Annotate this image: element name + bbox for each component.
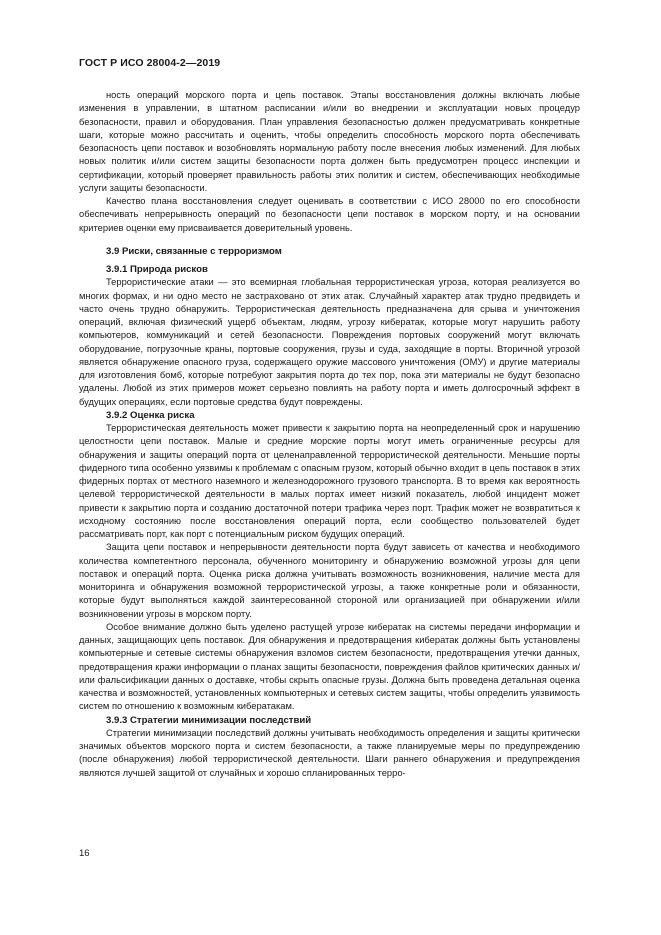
paragraph: Террористическая деятельность может привести к закрытию порта на неопределенный срок и нарушению целостности цепи поставок. Малые и средние морские порты могут иметь ограниченные ресурсы для обнаружения и защиты операций порта от целенаправленной террористической деятельности. Меньшие порты фидерного типа особенно уязвимы к проблемам с опасным грузом, который обычно входит в цепь поставок в этих фидерных портах от местного наземного и железнодорожного грузового транспорта. В то время как вероятность целевой террористической деятельности в малых портах имеет низкий показатель, любой инцидент может привести к закрытию порта и созданию достаточной потери трафика через порт. Трафик может не возвратиться к исходному состоянию после восстановления операций порта, если сообщество пользователей будет рассматривать порт, как порт с потенциальным риском будущих операций.	[79, 423, 580, 539]
standard-header: ГОСТ Р ИСО 28004-2—2019	[79, 57, 221, 69]
paragraph: Террористические атаки — это всемирная глобальная террористическая угроза, которая реализуется во многих формах, и ни одно место не застраховано от этих атак. Случайный характер атак трудно предвидеть и часто очень трудно обнаружить. Террористическая деятельность предназначена для срыва и уничтожения операций, включая физический ущерб объектам, людям, угрозу кибератак, которые могут нарушить работу компьютеров, коммуникаций и сетей безопасности. Повреждения портовых сооружений могут включать оборудование, погрузочные краны, портовые сооружения, грузы и суда, заходящие в порты. Вторичной угрозой является обнаружение опасного груза, содержащего оружие массового уничтожения (ОМУ) и другие материалы для изготовления бомб, которые потребуют закрытия порта до тех пор, пока эти материалы не будут безопасно удалены. Любой из этих примеров может серьезно повлиять на работу порта и иметь долгосрочный эффект в будущих операциях, если портовые средства будут повреждены.	[79, 277, 580, 407]
paragraph: Качество плана восстановления следует оценивать в соответствии с ИСО 28000 по его способности обеспечивать непрерывность операций по безопасности цепи поставок в морском порту, и на основании критериев оценки ему присваивается доверительный уровень.	[79, 196, 580, 233]
section-heading-3-9: 3.9 Риски, связанные с терроризмом	[106, 245, 282, 257]
document-body	[79, 89, 580, 780]
paragraph: Стратегии минимизации последствий должны учитывать необходимость определения и защиты критически значимых объектов морского порта и систем безопасности, а также планируемые меры по предупреждению (после обнаружения) любой террористической деятельности. Шаги раннего обнаружения и предупреждения являются лучшей защитой от случайных и хорошо спланированных терро-	[79, 727, 580, 778]
paragraph: ность операций морского порта и цепь поставок. Этапы восстановления должны включать любые изменения в управлении, в штатном расписании и/или во внедрении и эксплуатации новых процедур безопасности, правил и оборудования. План управления безопасностью должен предусматривать конкретные шаги, которые можно рассчитать и оценить, чтобы определить способность морского порта обеспечивать безопасность цепи поставок и возобновлять нормальную работу после внесения любых изменений. Для любых новых политик и/или систем защиты безопасности порта должен быть предусмотрен процесс инспекции и сертификации, который проверяет правильность работы этих политик и систем, обеспечивающих необходимые услуги защиты безопасности.	[79, 90, 580, 193]
subsection-heading-3-9-3: 3.9.3 Стратегии минимизации последствий	[106, 714, 312, 726]
page-number: 16	[79, 848, 90, 859]
paragraph: Защита цепи поставок и непрерывности деятельности порта будут зависеть от качества и необходимого количества компетентного персонала, обученного мониторингу и обнаружению возможной угрозы для цепи поставок и операций порта. Оценка риска должна учитывать возможность возникновения, наличие места для мониторинга и обнаружения возможной террористической угрозы, а также конкретные роли и обязанности, которые будут выполняться каждой заинтересованной стороной или организацией при обнаружении и/или возникновении угрозы в морском порту.	[79, 542, 580, 619]
subsection-heading-3-9-1: 3.9.1 Природа рисков	[106, 264, 208, 275]
subsection-heading-3-9-2: 3.9.2 Оценка риска	[106, 409, 195, 421]
paragraph: Особое внимание должно быть уделено растущей угрозе кибератак на системы передачи информации и данных, защищающих цепь поставок. Для обнаружения и предотвращения кибератак должны быть установлены компьютерные и сетевые системы обнаружения взломов систем безопасности, предотвращения утечки данных, предотвращения кражи информации о планах защиты безопасности, повреждения файлов критических данных и/или фальсификации данных о доставке, чтобы скрыть опасные грузы. Должна быть проведена детальная оценка качества и возможностей, установленных компьютерных и сетевых систем защиты, чтобы определить уязвимость систем по отношению к возможным кибератакам.	[79, 621, 580, 712]
